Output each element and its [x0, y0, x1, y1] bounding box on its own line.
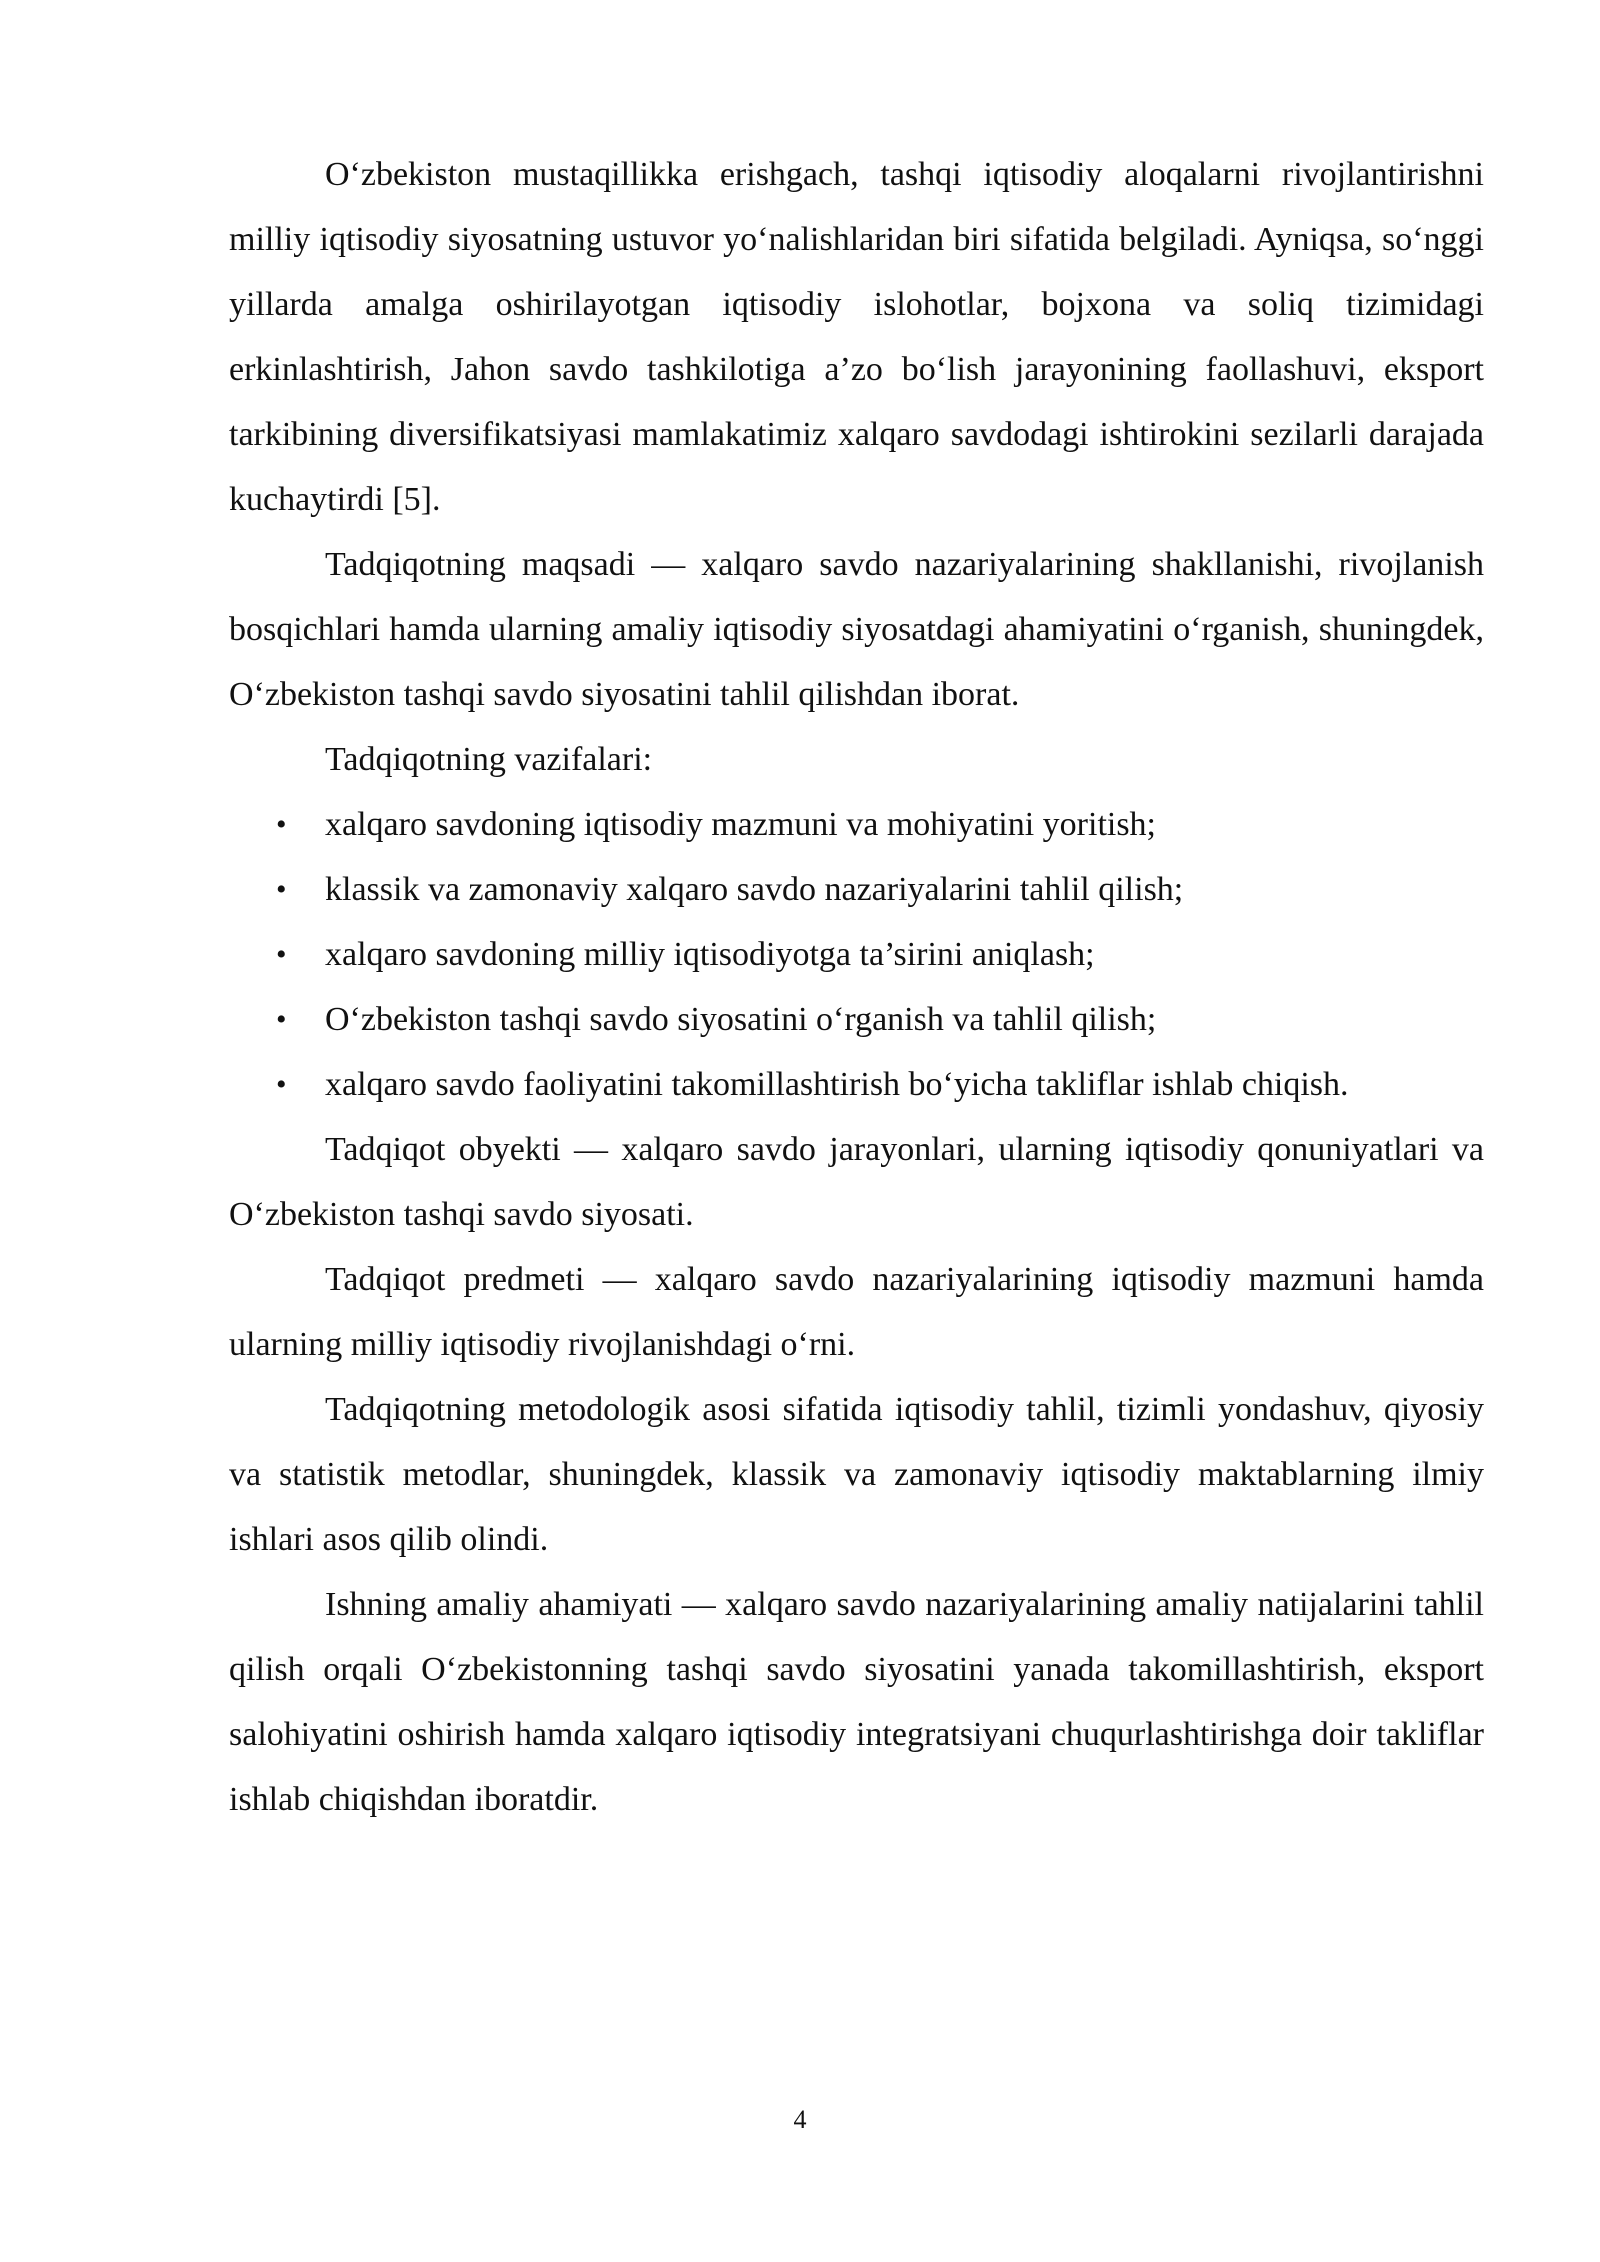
- paragraph-methodology: Tadqiqotning metodologik asosi sifatida iqtisodiy tahlil, tizimli yondashuv, qiyosiy va statistik metodlar, shuningdek, klassik va zamonaviy iqtisodiy maktablarning ilmiy ishlari asos qilib olindi.: [229, 1391, 1484, 1558]
- list-item-text: klassik va zamonaviy xalqaro savdo nazariyalarini tahlil qilish;: [325, 871, 1184, 908]
- bullet-icon: •: [276, 808, 287, 841]
- paragraph-research-goal: Tadqiqotning maqsadi — xalqaro savdo nazariyalarining shakllanishi, rivojlanish bosqichlari hamda ularning amaliy iqtisodiy siyosatdagi ahamiyatini o‘rganish, shuningdek, O‘zbekiston tashqi savdo siyosatini tahlil qilishdan iborat.: [229, 546, 1484, 713]
- bullet-icon: •: [276, 873, 287, 906]
- paragraph-context: O‘zbekiston mustaqillikka erishgach, tashqi iqtisodiy aloqalarni rivojlantirishni milliy iqtisodiy siyosatning ustuvor yo‘nalishlaridan biri sifatida belgiladi. Ayniqsa, so‘nggi yillarda amalga oshirilayotgan iqtisodiy islohotlar, bojxona va soliq tizimidagi erkinlashtirish, Jahon savdo tashkilotiga a’zo bo‘lish jarayonining faollashuvi, eksport tarkibining diversifikatsiyasi mamlakatimiz xalqaro savdodagi ishtirokini sezilarli darajada kuchaytirdi [5].: [229, 156, 1484, 518]
- bullet-icon: •: [276, 1068, 287, 1101]
- paragraph-research-object: Tadqiqot obyekti — xalqaro savdo jarayonlari, ularning iqtisodiy qonuniyatlari va O‘zbekiston tashqi savdo siyosati.: [229, 1131, 1484, 1233]
- list-item: [229, 857, 1484, 922]
- list-item: [229, 792, 1484, 857]
- list-item-text: xalqaro savdo faoliyatini takomillashtirish bo‘yicha takliflar ishlab chiqish.: [325, 1066, 1349, 1103]
- bullet-icon: •: [276, 1003, 287, 1036]
- list-item-text: xalqaro savdoning iqtisodiy mazmuni va mohiyatini yoritish;: [325, 806, 1157, 843]
- list-item: [229, 1052, 1484, 1117]
- bullet-icon: •: [276, 938, 287, 971]
- paragraph-research-subject: Tadqiqot predmeti — xalqaro savdo nazariyalarining iqtisodiy mazmuni hamda ularning milliy iqtisodiy rivojlanishdagi o‘rni.: [229, 1261, 1484, 1363]
- list-item-text: O‘zbekiston tashqi savdo siyosatini o‘rganish va tahlil qilish;: [325, 1001, 1157, 1038]
- paragraph-practical-significance: Ishning amaliy ahamiyati — xalqaro savdo nazariyalarining amaliy natijalarini tahlil qilish orqali O‘zbekistonning tashqi savdo siyosatini yanada takomillashtirish, eksport salohiyatini oshirish hamda xalqaro iqtisodiy integratsiyani chuqurlashtirishga doir takliflar ishlab chiqishdan iboratdir.: [229, 1586, 1484, 1818]
- list-item-text: xalqaro savdoning milliy iqtisodiyotga ta’sirini aniqlash;: [325, 936, 1095, 973]
- list-item: [229, 922, 1484, 987]
- list-item: [229, 987, 1484, 1052]
- page-number: 4: [793, 2105, 807, 2134]
- page-body: [229, 142, 1484, 1832]
- tasks-heading: Tadqiqotning vazifalari:: [325, 741, 653, 778]
- tasks-list: [229, 792, 1484, 1117]
